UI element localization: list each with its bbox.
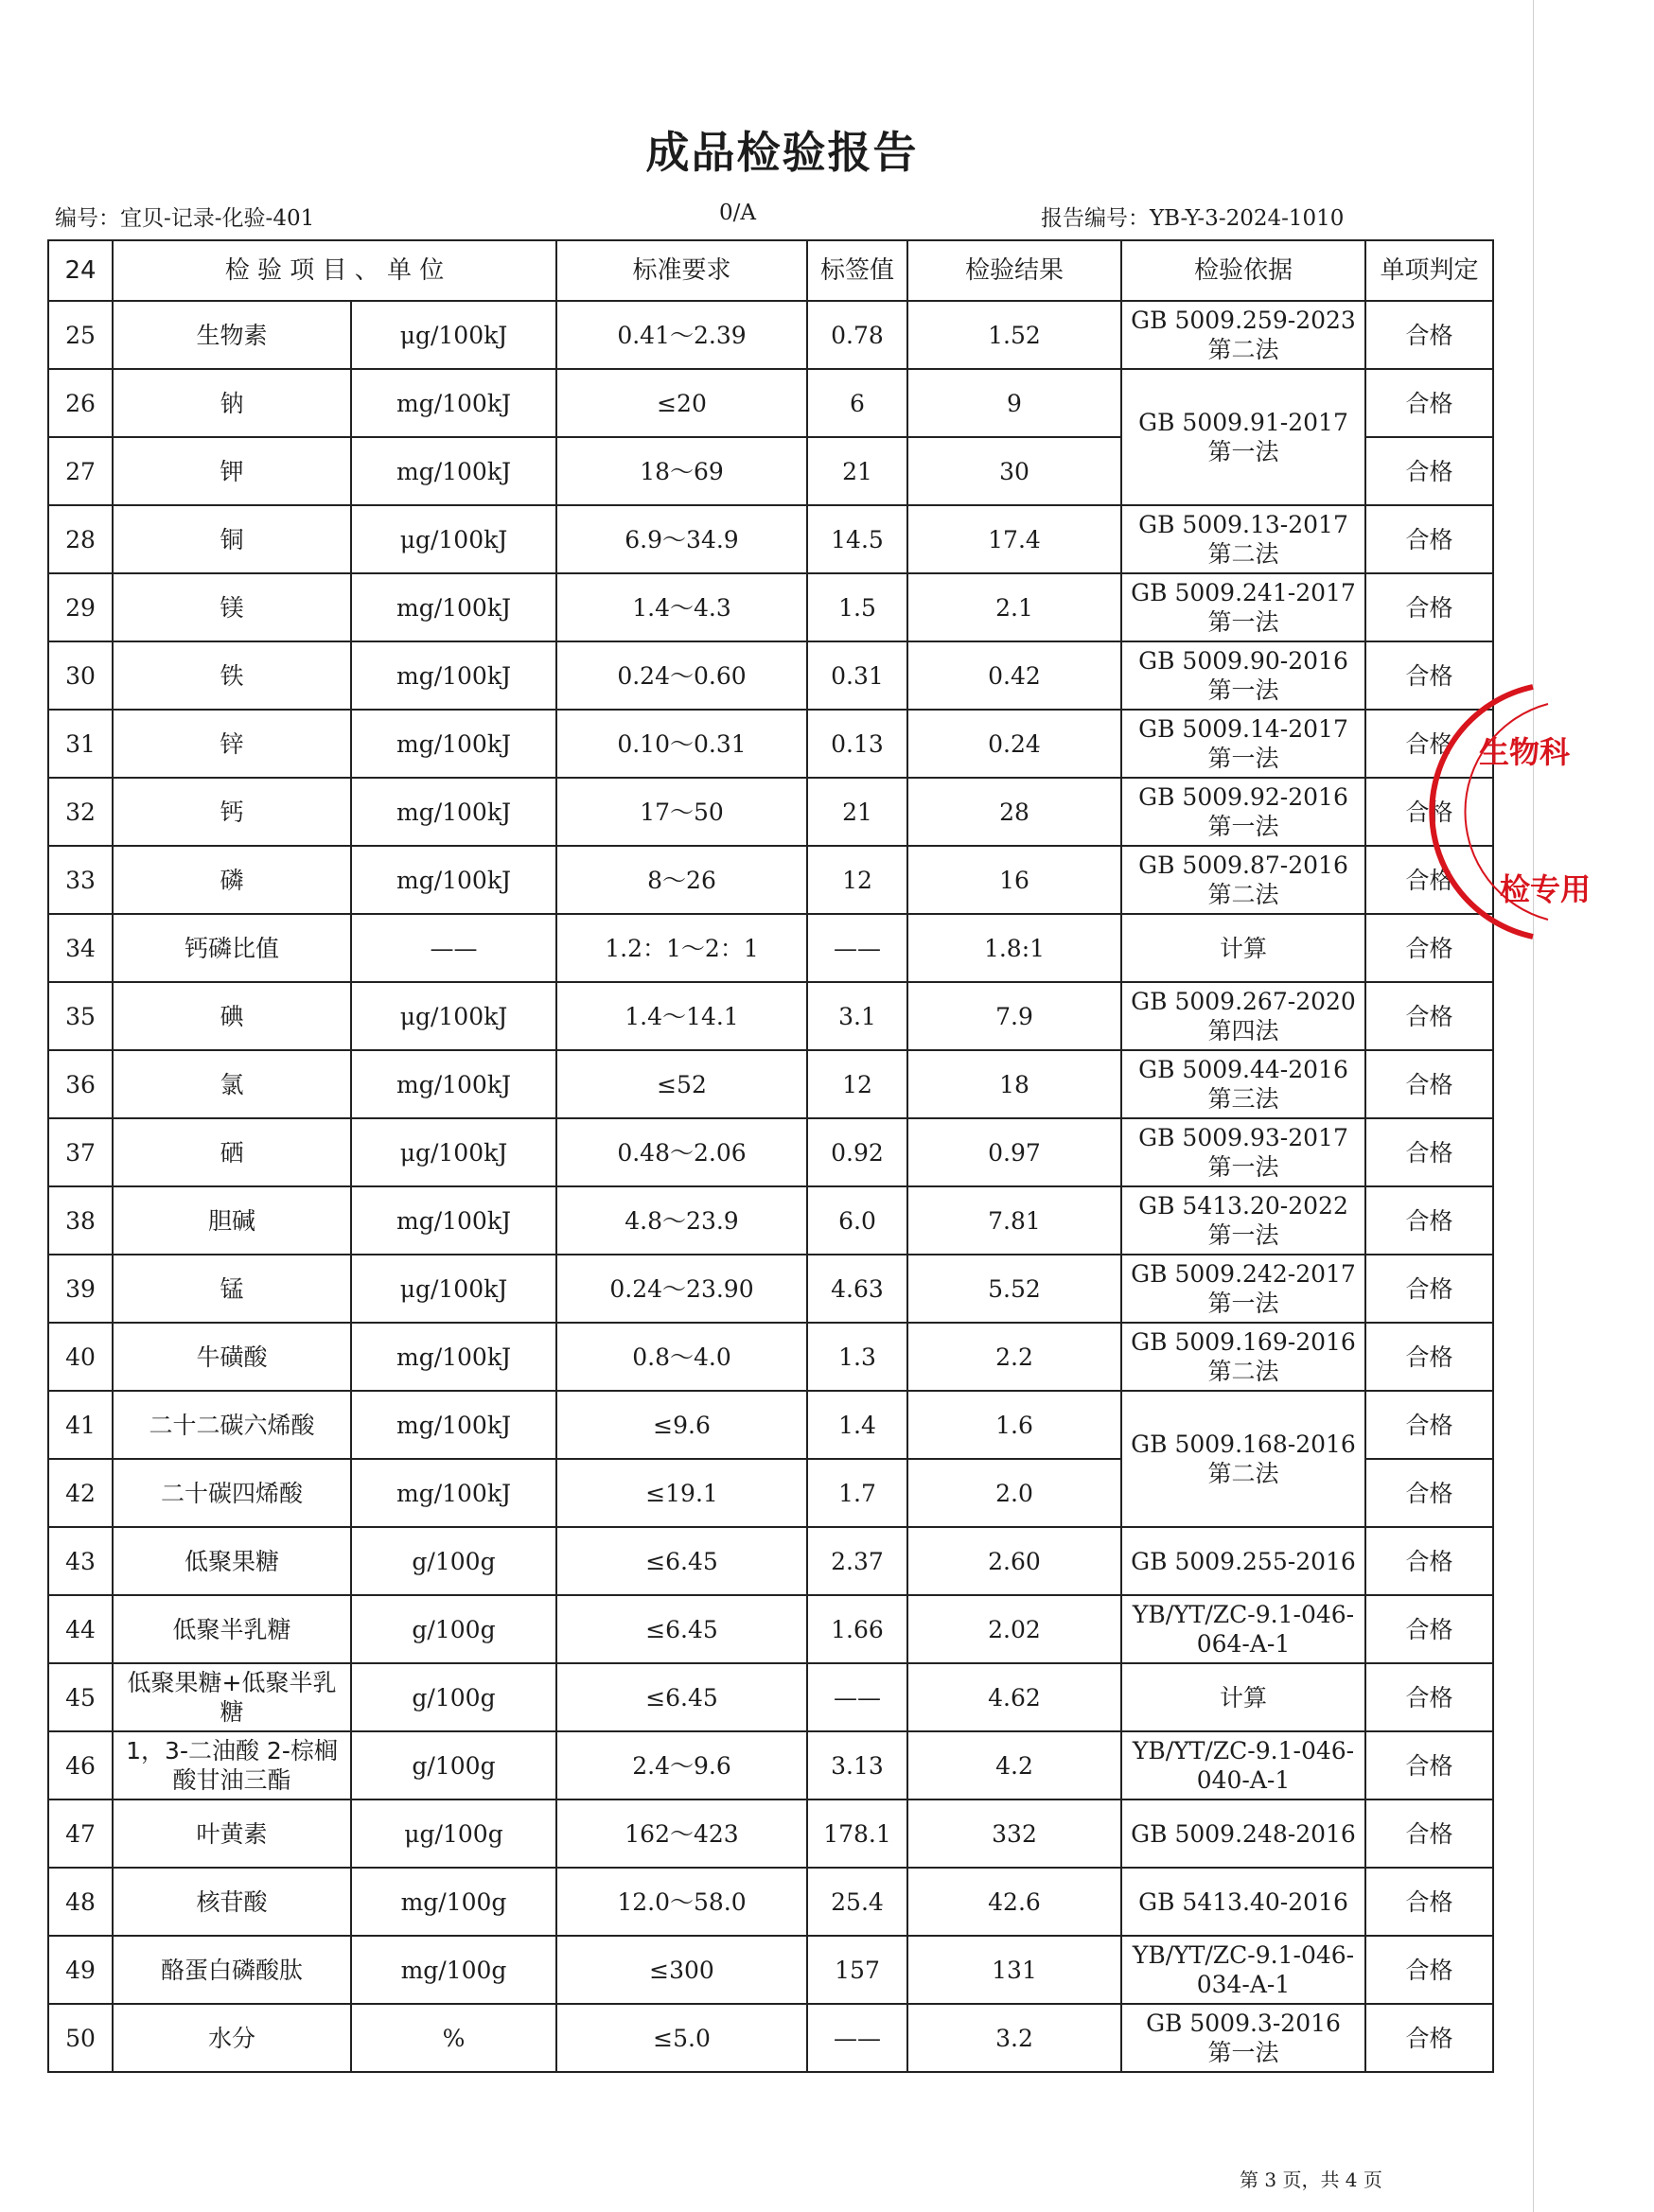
item-unit: mg/100kJ (351, 573, 556, 641)
test-result: 4.2 (907, 1731, 1121, 1799)
row-no: 42 (48, 1459, 113, 1527)
basis-standard-code: YB/YT/ZC-9.1-046- (1132, 1601, 1355, 1628)
item-unit: mg/100kJ (351, 778, 556, 846)
basis-standard-code: GB 5009.44-2016 (1138, 1056, 1348, 1083)
item-name: 二十碳四烯酸 (113, 1459, 351, 1527)
item-name: 水分 (113, 2004, 351, 2072)
page-number: 第 3 页，共 4 页 (1240, 2168, 1382, 2191)
label-value: 21 (807, 437, 907, 505)
row-no: 34 (48, 914, 113, 982)
header-item-unit: 检 验 项 目 、 单 位 (113, 240, 556, 301)
form-code: 编号：宜贝-记录-化验-401 (55, 206, 315, 231)
row-no: 26 (48, 369, 113, 437)
item-name: 胆碱 (113, 1186, 351, 1255)
table-row (48, 710, 1493, 778)
basis-standard-code: YB/YT/ZC-9.1-046- (1132, 1737, 1355, 1764)
table-row (48, 505, 1493, 573)
table-row (48, 1936, 1493, 2004)
test-basis (1121, 1663, 1365, 1731)
standard-requirement: 0.24～23.90 (556, 1255, 807, 1323)
basis-standard-code: GB 5009.3-2016 (1146, 2010, 1341, 2037)
verdict: 合格 (1365, 1527, 1493, 1595)
label-value: 2.37 (807, 1527, 907, 1595)
revision-code: 0/A (719, 201, 756, 225)
item-name: 钾 (113, 437, 351, 505)
standard-requirement: ≤19.1 (556, 1459, 807, 1527)
table-row (48, 1255, 1493, 1323)
item-unit: mg/100g (351, 1868, 556, 1936)
standard-requirement: ≤5.0 (556, 2004, 807, 2072)
row-no: 39 (48, 1255, 113, 1323)
label-value: 157 (807, 1936, 907, 2004)
header-standard: 标准要求 (556, 240, 807, 301)
report-number: 报告编号：YB-Y-3-2024-1010 (1041, 206, 1345, 231)
test-basis (1121, 301, 1365, 369)
basis-standard-code: GB 5009.90-2016 (1138, 647, 1348, 675)
row-no: 27 (48, 437, 113, 505)
header-label: 标签值 (807, 240, 907, 301)
verdict: 合格 (1365, 710, 1493, 778)
label-value: 12 (807, 846, 907, 914)
test-basis (1121, 778, 1365, 846)
row-no: 31 (48, 710, 113, 778)
table-row (48, 641, 1493, 710)
table-row (48, 1731, 1493, 1799)
label-value: 1.4 (807, 1391, 907, 1459)
label-value: 14.5 (807, 505, 907, 573)
item-name: 生物素 (113, 301, 351, 369)
label-value: 12 (807, 1050, 907, 1118)
item-name: 钙 (113, 778, 351, 846)
verdict: 合格 (1365, 505, 1493, 573)
test-result: 42.6 (907, 1868, 1121, 1936)
standard-requirement: 12.0～58.0 (556, 1868, 807, 1936)
verdict: 合格 (1365, 1731, 1493, 1799)
basis-method: 第一法 (1207, 438, 1279, 465)
test-result: 9 (907, 369, 1121, 437)
basis-standard-code: GB 5009.168-2016 (1131, 1431, 1356, 1458)
basis-method: 第二法 (1207, 1460, 1279, 1487)
test-result: 131 (907, 1936, 1121, 2004)
verdict: 合格 (1365, 1050, 1493, 1118)
item-unit: mg/100kJ (351, 1391, 556, 1459)
basis-standard-code: GB 5009.87-2016 (1138, 851, 1348, 879)
item-name: 核苷酸 (113, 1868, 351, 1936)
table-header-row (48, 240, 1493, 301)
label-value: 3.13 (807, 1731, 907, 1799)
test-basis (1121, 1118, 1365, 1186)
test-basis (1121, 1799, 1365, 1868)
page-edge-line (1533, 0, 1534, 2212)
standard-requirement: 4.8～23.9 (556, 1186, 807, 1255)
standard-requirement: 162～423 (556, 1799, 807, 1868)
row-no: 36 (48, 1050, 113, 1118)
test-basis (1121, 2004, 1365, 2072)
test-basis (1121, 1255, 1365, 1323)
header-no: 24 (48, 240, 113, 301)
test-result: 7.81 (907, 1186, 1121, 1255)
basis-method: 第二法 (1207, 540, 1279, 568)
row-no: 41 (48, 1391, 113, 1459)
table-row (48, 1391, 1493, 1459)
verdict: 合格 (1365, 1595, 1493, 1663)
label-value: 178.1 (807, 1799, 907, 1868)
item-unit: mg/100g (351, 1936, 556, 2004)
test-basis (1121, 914, 1365, 982)
basis-method: 第二法 (1207, 336, 1279, 363)
table-row (48, 1050, 1493, 1118)
test-basis (1121, 1527, 1365, 1595)
verdict: 合格 (1365, 1118, 1493, 1186)
basis-method: 040-A-1 (1196, 1766, 1291, 1794)
test-result: 17.4 (907, 505, 1121, 573)
table-row (48, 1118, 1493, 1186)
basis-method: 第二法 (1207, 1358, 1279, 1385)
label-value: 0.78 (807, 301, 907, 369)
test-basis (1121, 1050, 1365, 1118)
test-result: 3.2 (907, 2004, 1121, 2072)
verdict: 合格 (1365, 573, 1493, 641)
item-name: 铁 (113, 641, 351, 710)
item-name: 叶黄素 (113, 1799, 351, 1868)
row-no: 28 (48, 505, 113, 573)
item-name: 钙磷比值 (113, 914, 351, 982)
test-result: 7.9 (907, 982, 1121, 1050)
verdict: 合格 (1365, 1255, 1493, 1323)
item-unit: g/100g (351, 1663, 556, 1731)
table-row (48, 1663, 1493, 1731)
row-no: 25 (48, 301, 113, 369)
basis-method: 第一法 (1207, 2039, 1279, 2066)
standard-requirement: 17～50 (556, 778, 807, 846)
row-no: 50 (48, 2004, 113, 2072)
standard-requirement: 8～26 (556, 846, 807, 914)
label-value: 6.0 (807, 1186, 907, 1255)
item-unit: μg/100kJ (351, 1118, 556, 1186)
standard-requirement: ≤6.45 (556, 1663, 807, 1731)
stamp-text-top: 生物科 (1479, 734, 1571, 770)
standard-requirement: 18～69 (556, 437, 807, 505)
basis-standard-code: GB 5009.14-2017 (1138, 715, 1348, 743)
verdict: 合格 (1365, 1323, 1493, 1391)
basis-method: 第四法 (1207, 1017, 1279, 1045)
table-row (48, 573, 1493, 641)
test-result: 16 (907, 846, 1121, 914)
item-unit: % (351, 2004, 556, 2072)
standard-requirement: ≤300 (556, 1936, 807, 2004)
label-value: 0.13 (807, 710, 907, 778)
basis-standard-code: GB 5009.93-2017 (1138, 1124, 1348, 1151)
row-no: 32 (48, 778, 113, 846)
verdict: 合格 (1365, 982, 1493, 1050)
basis-standard-code: GB 5009.259-2023 (1131, 307, 1356, 334)
item-unit: mg/100kJ (351, 641, 556, 710)
test-basis (1121, 710, 1365, 778)
basis-method: 第一法 (1207, 1153, 1279, 1181)
verdict: 合格 (1365, 778, 1493, 846)
item-unit: mg/100kJ (351, 1186, 556, 1255)
basis-standard-code: GB 5413.20-2022 (1138, 1192, 1348, 1220)
test-basis (1121, 505, 1365, 573)
row-no: 33 (48, 846, 113, 914)
header-result: 检验结果 (907, 240, 1121, 301)
item-name: 1，3-二油酸 2-棕榈酸甘油三酯 (113, 1731, 351, 1799)
test-result: 2.1 (907, 573, 1121, 641)
verdict: 合格 (1365, 1868, 1493, 1936)
label-value: 0.92 (807, 1118, 907, 1186)
item-name: 低聚果糖+低聚半乳糖 (113, 1663, 351, 1731)
verdict: 合格 (1365, 846, 1493, 914)
test-basis (1121, 573, 1365, 641)
item-unit: —— (351, 914, 556, 982)
table-row (48, 1527, 1493, 1595)
test-result: 5.52 (907, 1255, 1121, 1323)
item-name: 二十二碳六烯酸 (113, 1391, 351, 1459)
test-result: 2.02 (907, 1595, 1121, 1663)
item-unit: mg/100kJ (351, 369, 556, 437)
item-unit: g/100g (351, 1731, 556, 1799)
standard-requirement: 2.4～9.6 (556, 1731, 807, 1799)
basis-standard-code: GB 5009.13-2017 (1138, 511, 1348, 538)
verdict: 合格 (1365, 369, 1493, 437)
item-unit: μg/100g (351, 1799, 556, 1868)
standard-requirement: 1.2：1～2：1 (556, 914, 807, 982)
stamp-text-bottom: 检专用 (1500, 871, 1592, 907)
table-row (48, 846, 1493, 914)
standard-requirement: ≤6.45 (556, 1527, 807, 1595)
standard-requirement: 0.48～2.06 (556, 1118, 807, 1186)
test-result: 332 (907, 1799, 1121, 1868)
basis-standard-code: GB 5009.91-2017 (1138, 409, 1348, 436)
table-row (48, 778, 1493, 846)
row-no: 48 (48, 1868, 113, 1936)
test-basis (1121, 369, 1365, 505)
row-no: 43 (48, 1527, 113, 1595)
test-result: 0.24 (907, 710, 1121, 778)
verdict: 合格 (1365, 914, 1493, 982)
standard-requirement: 6.9～34.9 (556, 505, 807, 573)
label-value: 1.5 (807, 573, 907, 641)
table-row (48, 2004, 1493, 2072)
test-result: 0.97 (907, 1118, 1121, 1186)
item-unit: mg/100kJ (351, 1050, 556, 1118)
row-no: 46 (48, 1731, 113, 1799)
test-result: 1.8:1 (907, 914, 1121, 982)
item-name: 碘 (113, 982, 351, 1050)
table-row (48, 1799, 1493, 1868)
standard-requirement: 1.4～4.3 (556, 573, 807, 641)
table-row (48, 1186, 1493, 1255)
standard-requirement: ≤6.45 (556, 1595, 807, 1663)
item-name: 牛磺酸 (113, 1323, 351, 1391)
verdict: 合格 (1365, 437, 1493, 505)
verdict: 合格 (1365, 1936, 1493, 2004)
row-no: 49 (48, 1936, 113, 2004)
basis-method: 第一法 (1207, 813, 1279, 840)
row-no: 30 (48, 641, 113, 710)
row-no: 47 (48, 1799, 113, 1868)
verdict: 合格 (1365, 1459, 1493, 1527)
basis-method: 第一法 (1207, 608, 1279, 636)
test-result: 2.0 (907, 1459, 1121, 1527)
row-no: 35 (48, 982, 113, 1050)
label-value: 0.31 (807, 641, 907, 710)
basis-method: 计算 (1219, 934, 1267, 962)
basis-method: 064-A-1 (1196, 1630, 1291, 1658)
row-no: 45 (48, 1663, 113, 1731)
test-basis (1121, 1186, 1365, 1255)
label-value: 1.7 (807, 1459, 907, 1527)
label-value: 25.4 (807, 1868, 907, 1936)
test-basis (1121, 846, 1365, 914)
verdict: 合格 (1365, 301, 1493, 369)
item-unit: g/100g (351, 1527, 556, 1595)
standard-requirement: 1.4～14.1 (556, 982, 807, 1050)
standard-requirement: ≤9.6 (556, 1391, 807, 1459)
item-unit: mg/100kJ (351, 710, 556, 778)
table-row (48, 1323, 1493, 1391)
label-value: 3.1 (807, 982, 907, 1050)
basis-method: 第一法 (1207, 1221, 1279, 1249)
header-verdict: 单项判定 (1365, 240, 1493, 301)
verdict: 合格 (1365, 1391, 1493, 1459)
standard-requirement: ≤20 (556, 369, 807, 437)
basis-standard-code: YB/YT/ZC-9.1-046- (1132, 1941, 1355, 1969)
label-value: 6 (807, 369, 907, 437)
label-value: 21 (807, 778, 907, 846)
basis-method: 第二法 (1207, 881, 1279, 908)
item-name: 镁 (113, 573, 351, 641)
item-unit: g/100g (351, 1595, 556, 1663)
test-basis (1121, 1868, 1365, 1936)
item-name: 磷 (113, 846, 351, 914)
basis-standard-code: GB 5009.242-2017 (1131, 1260, 1356, 1288)
table-row (48, 914, 1493, 982)
label-value: 4.63 (807, 1255, 907, 1323)
basis-method: 第一法 (1207, 745, 1279, 772)
label-value: 1.66 (807, 1595, 907, 1663)
test-basis (1121, 1595, 1365, 1663)
test-result: 0.42 (907, 641, 1121, 710)
test-basis (1121, 1391, 1365, 1527)
item-name: 低聚半乳糖 (113, 1595, 351, 1663)
table-row (48, 1868, 1493, 1936)
standard-requirement: 0.41～2.39 (556, 301, 807, 369)
header-basis: 检验依据 (1121, 240, 1365, 301)
test-result: 30 (907, 437, 1121, 505)
basis-method: 第一法 (1207, 1290, 1279, 1317)
item-unit: μg/100kJ (351, 301, 556, 369)
item-name: 氯 (113, 1050, 351, 1118)
table-row (48, 369, 1493, 437)
test-basis (1121, 1731, 1365, 1799)
item-name: 锰 (113, 1255, 351, 1323)
item-unit: mg/100kJ (351, 1459, 556, 1527)
test-basis (1121, 982, 1365, 1050)
label-value: —— (807, 2004, 907, 2072)
item-name: 锌 (113, 710, 351, 778)
verdict: 合格 (1365, 1186, 1493, 1255)
row-no: 40 (48, 1323, 113, 1391)
item-unit: mg/100kJ (351, 437, 556, 505)
item-name: 钠 (113, 369, 351, 437)
standard-requirement: 0.24～0.60 (556, 641, 807, 710)
basis-method: 计算 (1219, 1683, 1267, 1712)
basis-standard-code: GB 5009.255-2016 (1131, 1547, 1356, 1575)
standard-requirement: 0.8～4.0 (556, 1323, 807, 1391)
test-basis (1121, 1323, 1365, 1391)
row-no: 44 (48, 1595, 113, 1663)
inspection-table (47, 239, 1494, 2073)
row-no: 29 (48, 573, 113, 641)
test-result: 4.62 (907, 1663, 1121, 1731)
test-result: 2.2 (907, 1323, 1121, 1391)
test-result: 2.60 (907, 1527, 1121, 1595)
basis-standard-code: GB 5413.40-2016 (1138, 1887, 1348, 1916)
basis-standard-code: GB 5009.241-2017 (1131, 579, 1356, 606)
item-name: 硒 (113, 1118, 351, 1186)
verdict: 合格 (1365, 1663, 1493, 1731)
test-result: 1.6 (907, 1391, 1121, 1459)
label-value: —— (807, 1663, 907, 1731)
verdict: 合格 (1365, 641, 1493, 710)
label-value: —— (807, 914, 907, 982)
row-no: 38 (48, 1186, 113, 1255)
item-unit: μg/100kJ (351, 505, 556, 573)
table-row (48, 982, 1493, 1050)
verdict: 合格 (1365, 2004, 1493, 2072)
report-title: 成品检验报告 (645, 127, 919, 178)
table-row (48, 301, 1493, 369)
item-unit: μg/100kJ (351, 982, 556, 1050)
basis-method: 第一法 (1207, 676, 1279, 704)
test-result: 28 (907, 778, 1121, 846)
basis-method: 第三法 (1207, 1085, 1279, 1113)
test-result: 18 (907, 1050, 1121, 1118)
test-basis (1121, 1936, 1365, 2004)
item-unit: mg/100kJ (351, 846, 556, 914)
item-name: 酪蛋白磷酸肽 (113, 1936, 351, 2004)
item-name: 低聚果糖 (113, 1527, 351, 1595)
label-value: 1.3 (807, 1323, 907, 1391)
verdict: 合格 (1365, 1799, 1493, 1868)
basis-standard-code: GB 5009.267-2020 (1131, 988, 1356, 1015)
test-basis (1121, 641, 1365, 710)
item-unit: μg/100kJ (351, 1255, 556, 1323)
standard-requirement: 0.10～0.31 (556, 710, 807, 778)
row-no: 37 (48, 1118, 113, 1186)
basis-standard-code: GB 5009.92-2016 (1138, 783, 1348, 811)
test-result: 1.52 (907, 301, 1121, 369)
table-row (48, 1595, 1493, 1663)
basis-method: 034-A-1 (1196, 1971, 1291, 1998)
basis-standard-code: GB 5009.248-2016 (1131, 1819, 1356, 1848)
standard-requirement: ≤52 (556, 1050, 807, 1118)
basis-standard-code: GB 5009.169-2016 (1131, 1328, 1356, 1356)
item-unit: mg/100kJ (351, 1323, 556, 1391)
item-name: 铜 (113, 505, 351, 573)
